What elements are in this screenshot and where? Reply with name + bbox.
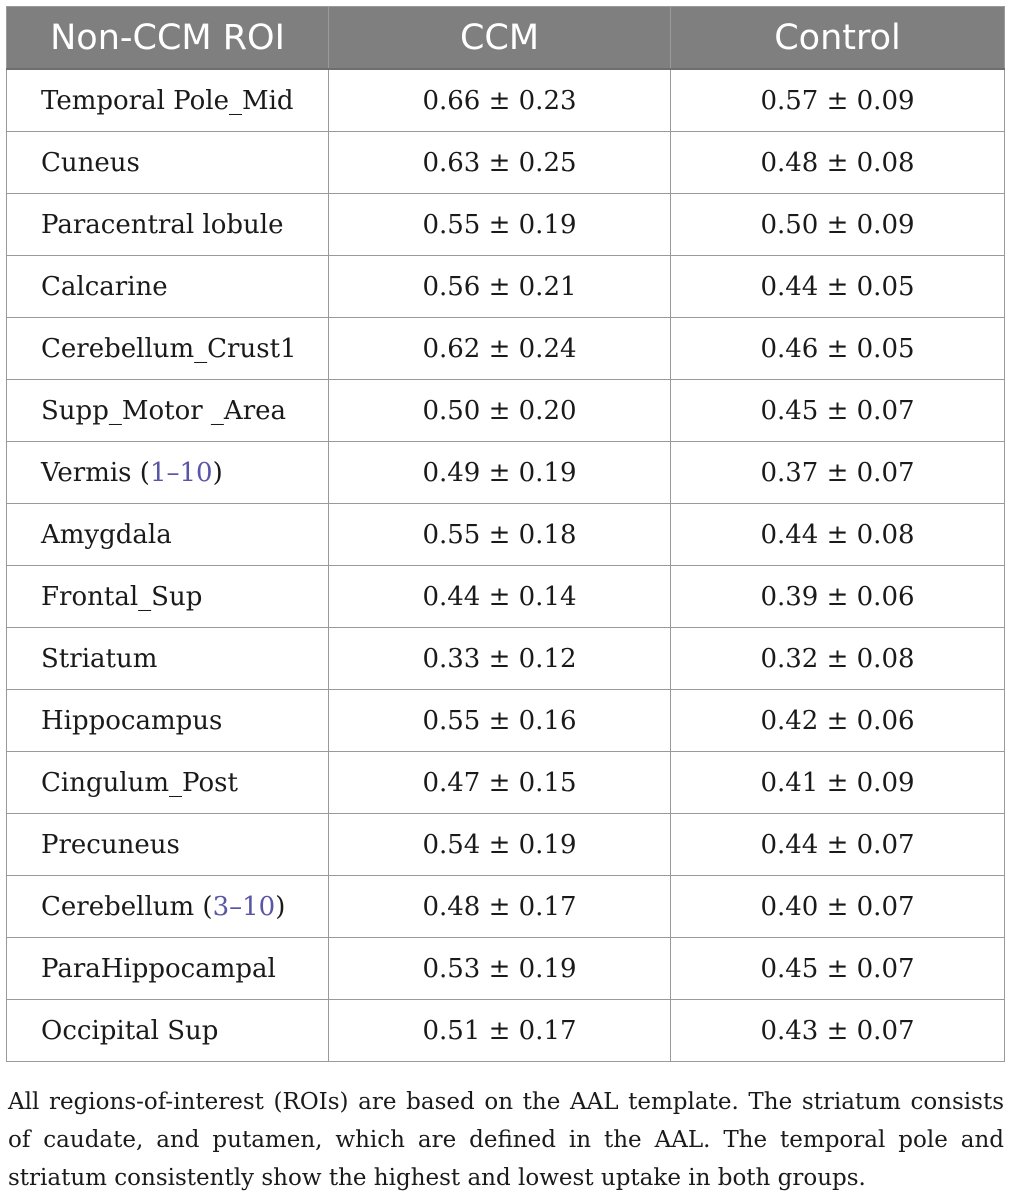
table-row xyxy=(7,938,1005,1000)
control-value-cell: 0.44 ± 0.07 xyxy=(671,814,1005,876)
control-value-cell: 0.45 ± 0.07 xyxy=(671,380,1005,442)
roi-name-cell: Occipital Sup xyxy=(7,1000,329,1062)
reference-link[interactable]: 1–10 xyxy=(149,457,213,488)
ccm-value-cell: 0.62 ± 0.24 xyxy=(329,318,671,380)
table-row xyxy=(7,1000,1005,1062)
control-value-cell: 0.48 ± 0.08 xyxy=(671,132,1005,194)
roi-name-cell: Frontal_Sup xyxy=(7,566,329,628)
table-row xyxy=(7,876,1005,938)
table-row xyxy=(7,814,1005,876)
table-row xyxy=(7,752,1005,814)
roi-name-cell: Paracentral lobule xyxy=(7,194,329,256)
control-value-cell: 0.43 ± 0.07 xyxy=(671,1000,1005,1062)
ccm-value-cell: 0.50 ± 0.20 xyxy=(329,380,671,442)
roi-name-cell: Calcarine xyxy=(7,256,329,318)
roi-name-cell: Precuneus xyxy=(7,814,329,876)
table-row xyxy=(7,132,1005,194)
ccm-value-cell: 0.55 ± 0.16 xyxy=(329,690,671,752)
ccm-value-cell: 0.49 ± 0.19 xyxy=(329,442,671,504)
ccm-value-cell: 0.66 ± 0.23 xyxy=(329,69,671,132)
reference-link[interactable]: 3–10 xyxy=(212,891,276,922)
table-row xyxy=(7,628,1005,690)
control-value-cell: 0.32 ± 0.08 xyxy=(671,628,1005,690)
control-value-cell: 0.44 ± 0.08 xyxy=(671,504,1005,566)
roi-name-cell: Temporal Pole_Mid xyxy=(7,69,329,132)
roi-name-cell xyxy=(7,442,329,504)
ccm-value-cell: 0.55 ± 0.19 xyxy=(329,194,671,256)
table-footnote: All regions-of-interest (ROIs) are based on the AAL template. The striatum consists of caudate, and putamen, which are defined in the AAL. The temporal pole and striatum consistently show the highest and lowest uptake in both groups. xyxy=(8,1089,1004,1191)
header-non-ccm-roi: Non-CCM ROI xyxy=(7,7,329,70)
ccm-value-cell: 0.47 ± 0.15 xyxy=(329,752,671,814)
control-value-cell: 0.41 ± 0.09 xyxy=(671,752,1005,814)
roi-name-text: Cerebellum ( xyxy=(41,891,213,922)
control-value-cell: 0.45 ± 0.07 xyxy=(671,938,1005,1000)
table-row xyxy=(7,256,1005,318)
header-control: Control xyxy=(671,7,1005,70)
roi-name-suffix: ) xyxy=(275,891,286,922)
roi-name-cell: ParaHippocampal xyxy=(7,938,329,1000)
control-value-cell: 0.44 ± 0.05 xyxy=(671,256,1005,318)
table-row xyxy=(7,442,1005,504)
control-value-cell: 0.37 ± 0.07 xyxy=(671,442,1005,504)
ccm-value-cell: 0.53 ± 0.19 xyxy=(329,938,671,1000)
roi-table-container xyxy=(6,6,1004,1062)
roi-uptake-table xyxy=(6,6,1005,1062)
ccm-value-cell: 0.54 ± 0.19 xyxy=(329,814,671,876)
control-value-cell: 0.57 ± 0.09 xyxy=(671,69,1005,132)
table-row xyxy=(7,318,1005,380)
control-value-cell: 0.42 ± 0.06 xyxy=(671,690,1005,752)
header-ccm: CCM xyxy=(329,7,671,70)
table-row xyxy=(7,194,1005,256)
ccm-value-cell: 0.33 ± 0.12 xyxy=(329,628,671,690)
table-row xyxy=(7,380,1005,442)
ccm-value-cell: 0.44 ± 0.14 xyxy=(329,566,671,628)
ccm-value-cell: 0.63 ± 0.25 xyxy=(329,132,671,194)
table-row xyxy=(7,504,1005,566)
table-row xyxy=(7,566,1005,628)
roi-name-suffix: ) xyxy=(212,457,223,488)
roi-name-cell: Hippocampus xyxy=(7,690,329,752)
roi-name-cell xyxy=(7,876,329,938)
roi-name-cell: Cingulum_Post xyxy=(7,752,329,814)
table-row xyxy=(7,690,1005,752)
roi-name-text: Vermis ( xyxy=(41,457,150,488)
roi-name-cell: Striatum xyxy=(7,628,329,690)
roi-name-cell: Amygdala xyxy=(7,504,329,566)
control-value-cell: 0.39 ± 0.06 xyxy=(671,566,1005,628)
table-row xyxy=(7,69,1005,132)
control-value-cell: 0.46 ± 0.05 xyxy=(671,318,1005,380)
ccm-value-cell: 0.48 ± 0.17 xyxy=(329,876,671,938)
roi-name-cell: Cerebellum_Crust1 xyxy=(7,318,329,380)
roi-name-cell: Supp_Motor _Area xyxy=(7,380,329,442)
ccm-value-cell: 0.56 ± 0.21 xyxy=(329,256,671,318)
control-value-cell: 0.50 ± 0.09 xyxy=(671,194,1005,256)
table-header-row xyxy=(7,7,1005,70)
ccm-value-cell: 0.55 ± 0.18 xyxy=(329,504,671,566)
control-value-cell: 0.40 ± 0.07 xyxy=(671,876,1005,938)
roi-name-cell: Cuneus xyxy=(7,132,329,194)
ccm-value-cell: 0.51 ± 0.17 xyxy=(329,1000,671,1062)
